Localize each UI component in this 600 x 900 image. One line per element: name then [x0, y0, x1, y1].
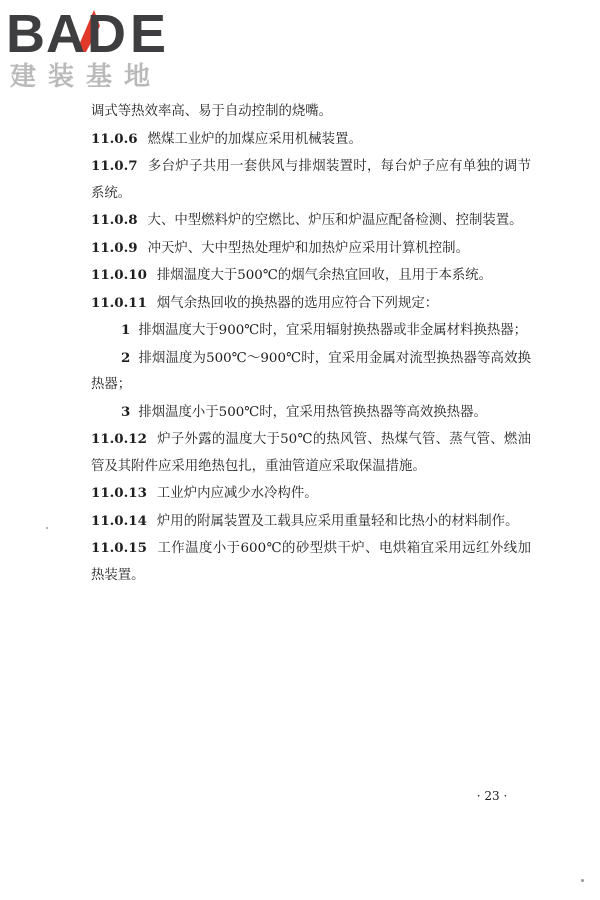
- bade-logo-mark: [6, 4, 176, 56]
- clause-number: 11.0.11: [91, 294, 147, 311]
- clause-number: 11.0.8: [91, 212, 138, 228]
- clause: [91, 535, 531, 589]
- clause-text: 多台炉子共用一套供风与排烟装置时，每台炉子应有单独的调节系统。: [91, 159, 531, 201]
- scan-speck: [581, 879, 584, 882]
- clause-number: 11.0.10: [91, 267, 147, 283]
- clause-text: 炉用的附属装置及工载具应采用重量轻和比热小的材料制作。: [156, 513, 519, 529]
- clause-number: 11.0.14: [91, 512, 147, 529]
- clause-number: 11.0.15: [91, 540, 147, 556]
- item-number: 3: [121, 403, 131, 420]
- clause: [91, 290, 531, 318]
- clause-text: 工作温度小于600℃的砂型烘干炉、电烘箱宜采用远红外线加热装置。: [91, 541, 531, 583]
- item-text: 排烟温度小于500℃时，宜采用热管换热器等高效换热器。: [138, 404, 487, 420]
- clause-number: 11.0.12: [91, 431, 147, 447]
- clause-text: 炉子外露的温度大于50℃的热风管、热煤气管、蒸气管、燃油管及其附件应采用绝热包扎，重油管道应采取保温措施。: [91, 432, 531, 474]
- clause-text: 排烟温度大于500℃的烟气余热宜回收，且用于本系统。: [156, 268, 493, 283]
- clause-text: 冲天炉、大中型热处理炉和加热炉应采用计算机控制。: [147, 240, 469, 256]
- bade-logo: [6, 4, 176, 96]
- clause-number: 11.0.6: [91, 130, 138, 147]
- item-text: 排烟温度为500℃～900℃时，宜采用金属对流型换热器等高效换热器；: [91, 350, 531, 392]
- logo-letter-e: E: [130, 4, 167, 56]
- clause: [91, 480, 531, 508]
- document-body: [91, 99, 531, 589]
- logo-letter-b: B: [6, 4, 45, 56]
- clause-text: 工业炉内应减少水冷构件。: [156, 486, 318, 501]
- logo-letter-d: D: [87, 4, 126, 56]
- clause-text: 烟气余热回收的换热器的选用应符合下列规定：: [156, 295, 439, 311]
- clause-text: 大、中型燃料炉的空燃比、炉压和炉温应配备检测、控制装置。: [147, 213, 523, 228]
- clause: [91, 262, 531, 290]
- clause-text: 燃煤工业炉的加煤应采用机械装置。: [147, 131, 362, 147]
- clause-number: 11.0.7: [91, 158, 138, 174]
- page-number: · 23 ·: [476, 789, 508, 803]
- clause-number: 11.0.9: [91, 239, 138, 256]
- list-item: [91, 399, 531, 427]
- clause-number: 11.0.13: [91, 485, 147, 501]
- scan-speck: [46, 527, 48, 529]
- clause: [91, 426, 531, 480]
- logo-letter-a: A: [46, 4, 85, 56]
- clause: [91, 126, 531, 154]
- continuation-line: 调式等热效率高、易于自动控制的烧嘴。: [91, 104, 333, 119]
- clause-list-continued: [91, 426, 531, 589]
- clause: [91, 207, 531, 235]
- clause: [91, 508, 531, 536]
- clause-list: [91, 126, 531, 318]
- item-list: [91, 317, 531, 426]
- item-text: 排烟温度大于900℃时，宜采用辐射换热器或非金属材料换热器；: [138, 323, 528, 338]
- clause: [91, 153, 531, 207]
- item-number: 2: [121, 349, 131, 366]
- list-item: [91, 317, 531, 345]
- list-item: [91, 345, 531, 399]
- logo-subtitle: 建装基地: [10, 62, 163, 92]
- clause: [91, 235, 531, 263]
- item-number: 1: [121, 322, 131, 338]
